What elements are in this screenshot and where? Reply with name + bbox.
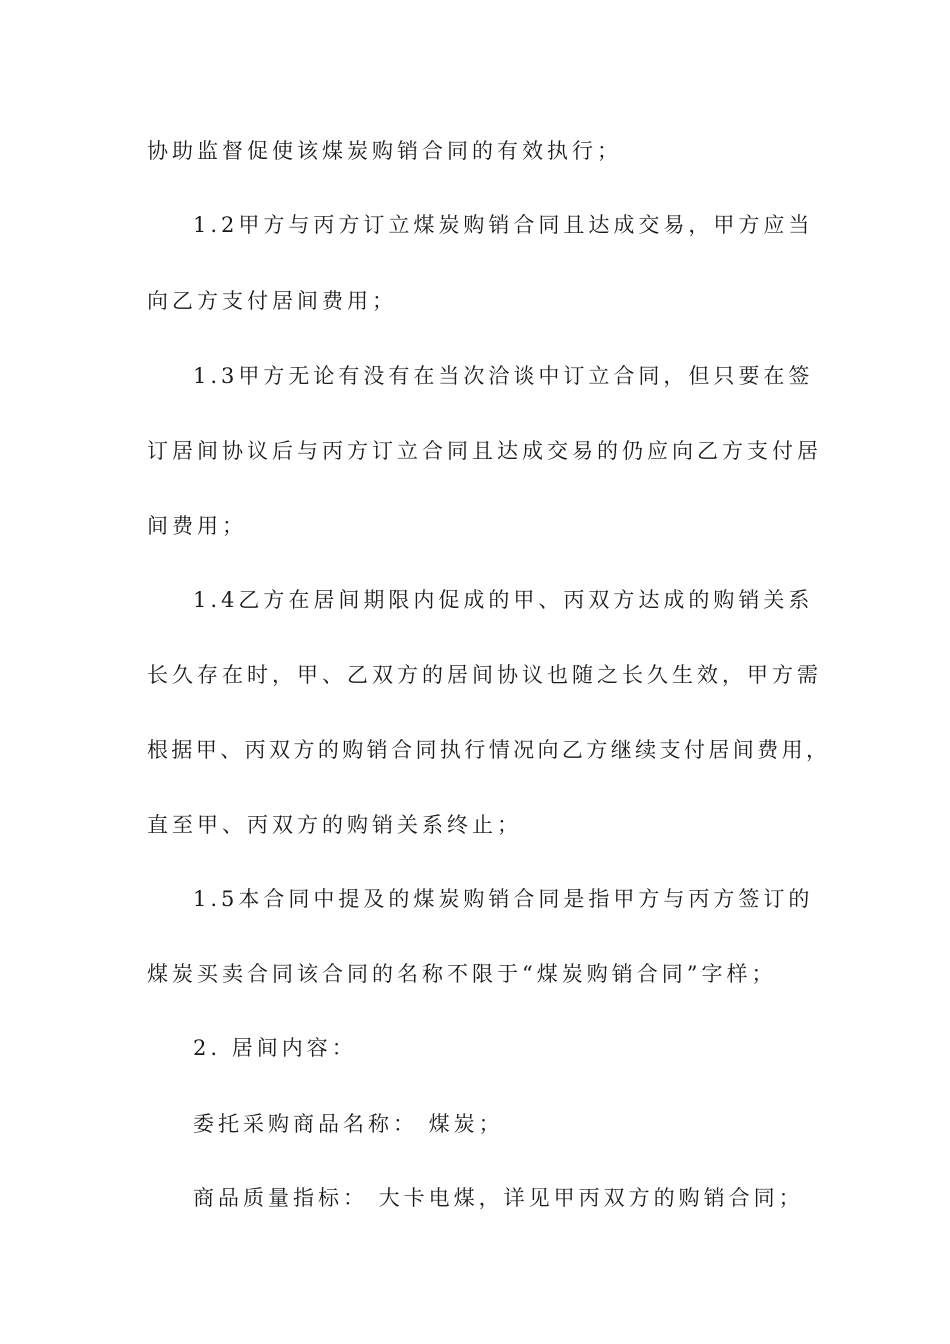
clause-1-3-line-3: 间费用； (147, 514, 247, 538)
clause-1-2-line-1: 1.2甲方与丙方订立煤炭购销合同且达成交易，甲方应当 (193, 213, 814, 237)
text-line: 协助监督促使该煤炭购销合同的有效执行； (147, 139, 622, 163)
clause-1-3-line-1: 1.3甲方无论有没有在当次洽谈中订立合同，但只要在签 (193, 364, 814, 388)
section-2-heading: 2. 居间内容： (193, 1036, 357, 1060)
clause-1-4-line-1: 1.4乙方在居间期限内促成的甲、丙双方达成的购销关系 (193, 588, 814, 612)
quality-spec-line: 商品质量指标： 大卡电煤，详见甲丙双方的购销合同； (193, 1186, 804, 1210)
commodity-name-line: 委托采购商品名称： 煤炭； (193, 1112, 504, 1136)
clause-1-3-line-2: 订居间协议后与丙方订立合同且达成交易的仍应向乙方支付居 (147, 439, 822, 463)
clause-1-5-line-1: 1.5本合同中提及的煤炭购销合同是指甲方与丙方签订的 (193, 887, 814, 911)
clause-1-4-line-4: 直至甲、丙双方的购销关系终止； (147, 813, 522, 837)
clause-1-2-line-2: 向乙方支付居间费用； (147, 289, 397, 313)
clause-1-4-line-2: 长久存在时，甲、乙双方的居间协议也随之长久生效，甲方需 (147, 663, 822, 687)
clause-1-4-line-3: 根据甲、丙双方的购销合同执行情况向乙方继续支付居间费用， (147, 738, 827, 762)
clause-1-5-line-2: 煤炭买卖合同该合同的名称不限于“煤炭购销合同”字样； (147, 962, 777, 986)
